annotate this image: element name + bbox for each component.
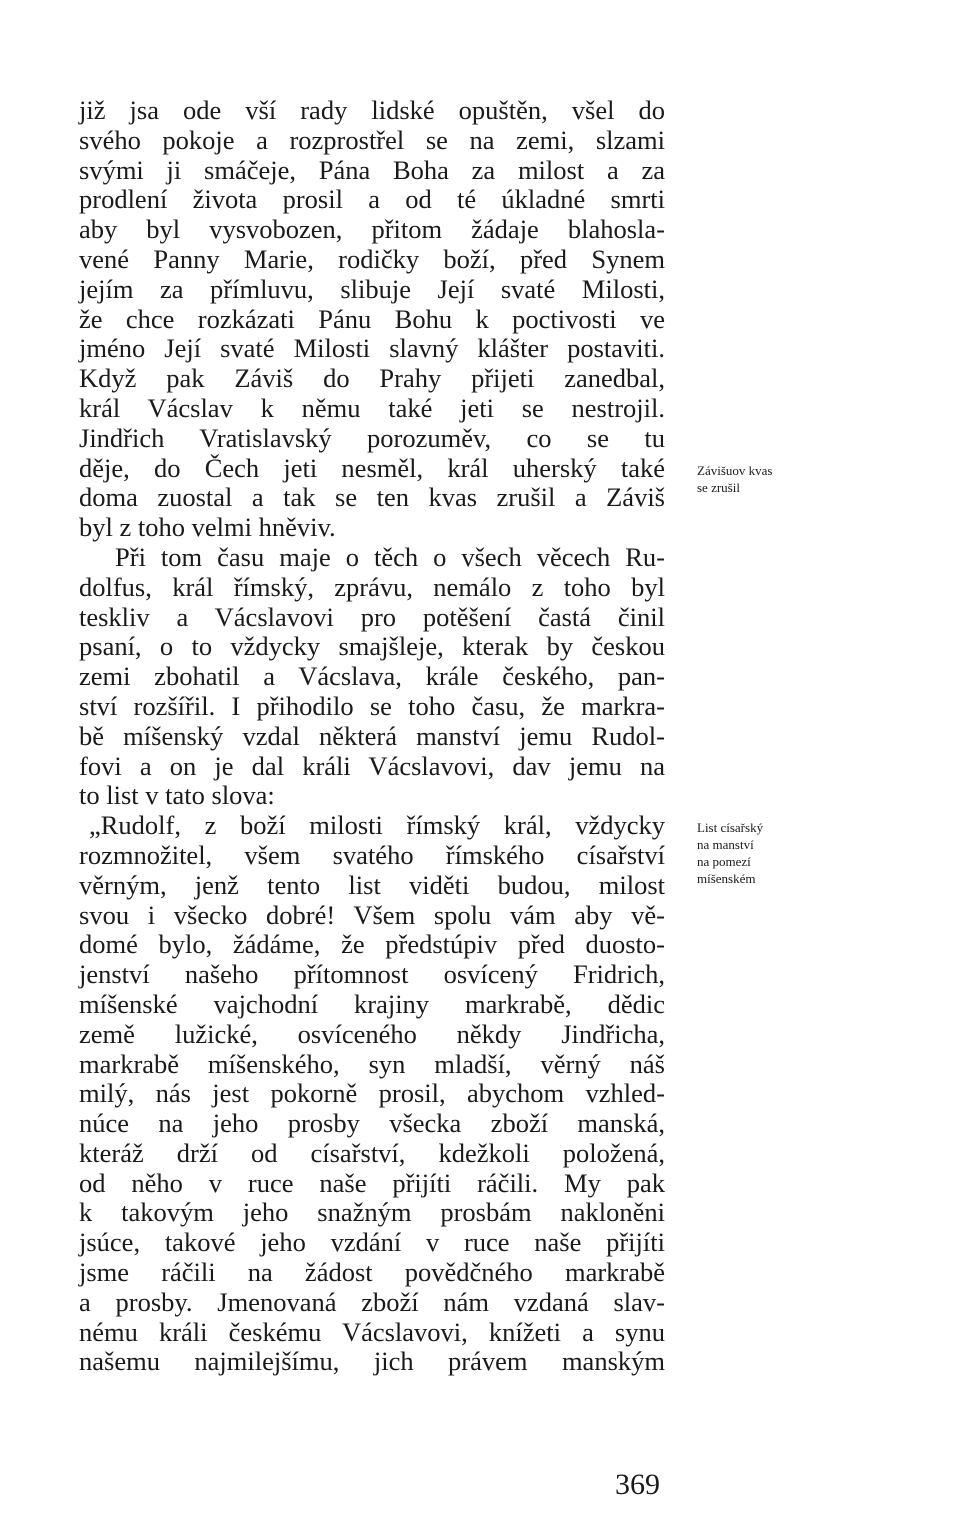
- text-line: bě míšenský vzdal některá manství jemu Rudol-: [79, 720, 665, 751]
- text-line: nému králi českému Vácslavovi, knížeti a synu: [79, 1316, 665, 1347]
- text-line: Když pak Záviš do Prahy přijeti zanedbal,: [79, 363, 665, 394]
- text-line: kteráž drží od císařství, kdežkoli položená,: [79, 1137, 665, 1168]
- text-line: Jindřich Vratislavský porozuměv, co se tu: [79, 422, 665, 453]
- margin-note-line: List císařský: [697, 820, 764, 835]
- text-line: našemu najmilejšímu, jich právem manským: [79, 1346, 665, 1377]
- text-line: markrabě míšenského, syn mladší, věrný náš: [79, 1048, 665, 1079]
- text-line: že chce rozkázati Pánu Bohu k poctivosti ve: [79, 303, 665, 334]
- text-line: prodlení života prosil a od té úkladné smrti: [79, 184, 665, 215]
- text-line: od něho v ruce naše přijíti ráčili. My pak: [79, 1167, 665, 1198]
- text-line: jejím za přímluvu, slibuje Její svaté Milosti,: [79, 273, 665, 304]
- text-line: to list v tato slova:: [79, 780, 275, 811]
- text-line: byl z toho velmi hněviv.: [79, 512, 336, 543]
- text-line: zemi zbohatil a Vácslava, krále českého, pan-: [79, 661, 665, 692]
- margin-note-line: na pomezí: [697, 854, 751, 869]
- text-line: aby byl vysvobozen, přitom žádaje blahosla-: [79, 214, 665, 245]
- text-line: věrným, jenž tento list viděti budou, milost: [79, 869, 665, 900]
- margin-note-line: na manství: [697, 837, 754, 852]
- margin-note-zavis: [697, 462, 827, 496]
- main-text-column: [79, 96, 665, 1377]
- margin-note-list-cisarsky: [697, 819, 827, 887]
- margin-note-line: se zrušil: [697, 480, 740, 495]
- paragraph-first-line: Při tom času maje o těch o všech věcech Ru-: [115, 541, 665, 572]
- text-line: domé bylo, žádáme, že předstúpiv před duosto-: [79, 929, 665, 960]
- text-line: jméno Její svaté Milosti slavný klášter postaviti.: [79, 333, 665, 364]
- text-line: núce na jeho prosby všecka zboží manská,: [79, 1108, 665, 1139]
- text-line: k takovým jeho snažným prosbám nakloněni: [79, 1197, 665, 1228]
- text-line: svými ji smáčeje, Pána Boha za milost a za: [79, 154, 665, 185]
- margin-note-line: Závišuov kvas: [697, 463, 773, 478]
- text-line: míšenské vajchodní krajiny markrabě, dědic: [79, 988, 665, 1019]
- text-line: teskliv a Vácslavovi pro potěšení častá činil: [79, 601, 665, 632]
- margin-note-line: míšenském: [697, 871, 756, 886]
- quote-first-line: „Rudolf, z boží milosti římský král, vždycky: [89, 810, 665, 841]
- text-line: doma zuostal a tak se ten kvas zrušil a Záviš: [79, 482, 665, 513]
- text-line: a prosby. Jmenovaná zboží nám vzdaná slav-: [79, 1286, 665, 1317]
- text-line: vené Panny Marie, rodičky boží, před Synem: [79, 243, 665, 274]
- text-line: jsúce, takové jeho vzdání v ruce naše přijíti: [79, 1227, 665, 1258]
- text-line: rozmnožitel, všem svatého římského císařství: [79, 839, 665, 870]
- text-line: psaní, o to vždycky smajšleje, kterak by českou: [79, 631, 665, 662]
- text-line: svou i všecko dobré! Všem spolu vám aby vě-: [79, 899, 665, 930]
- text-line: již jsa ode vší rady lidské opuštěn, všel do: [79, 95, 665, 125]
- text-line: jsme ráčili na žádost povědčného markrabě: [79, 1257, 665, 1288]
- text-line: země lužické, osvíceného někdy Jindřicha,: [79, 1018, 665, 1049]
- text-line: fovi a on je dal králi Vácslavovi, dav jemu na: [79, 750, 665, 781]
- text-line: dolfus, král římský, zprávu, nemálo z toho byl: [79, 571, 665, 602]
- page-number: 369: [615, 1468, 660, 1501]
- text-line: svého pokoje a rozprostřel se na zemi, slzami: [79, 124, 665, 155]
- text-line: ství rozšířil. I přihodilo se toho času, že markra-: [79, 690, 665, 721]
- text-line: jenství našeho přítomnost osvícený Fridrich,: [79, 959, 665, 990]
- text-line: král Vácslav k němu také jeti se nestrojil.: [79, 392, 665, 423]
- text-line: děje, do Čech jeti nesměl, král uherský také: [79, 452, 665, 483]
- text-line: milý, nás jest pokorně prosil, abychom vzhled-: [79, 1078, 665, 1109]
